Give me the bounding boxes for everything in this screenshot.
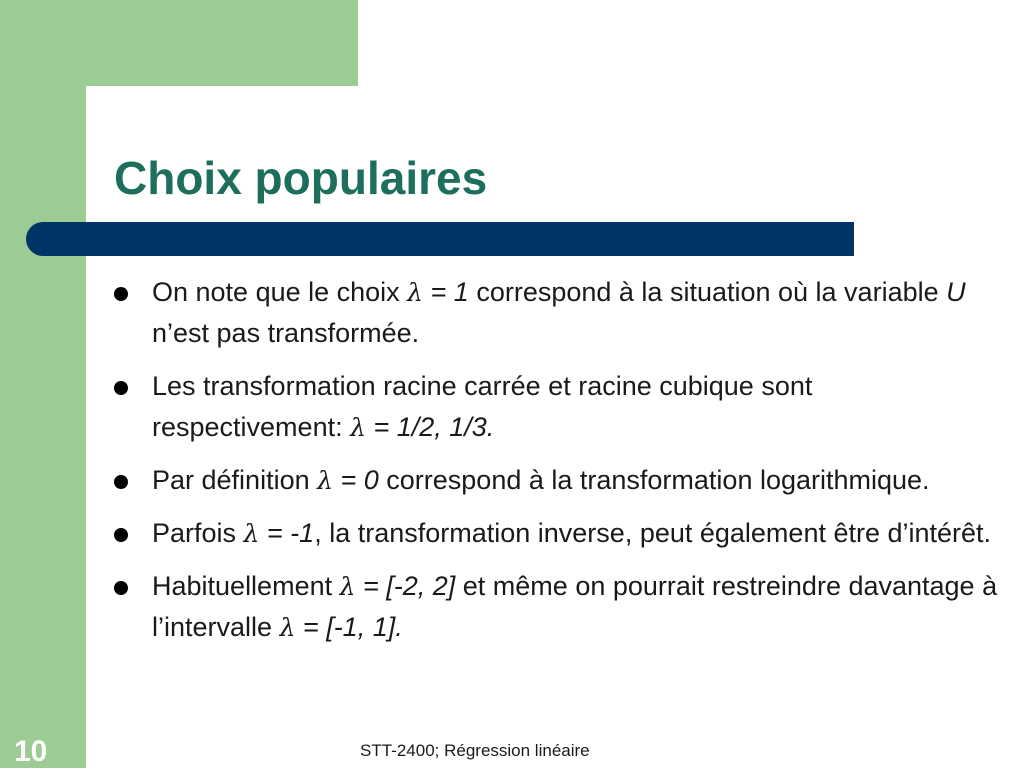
bullet-item: [112, 272, 1002, 354]
lambda-symbol: λ: [279, 613, 296, 642]
text-run: , la transformation inverse, peut également être d’intérêt.: [314, 518, 992, 548]
bullet-text: [152, 277, 966, 348]
page-number: 10: [14, 735, 48, 768]
left-green-band: [0, 0, 86, 768]
math-run: = 0: [332, 465, 379, 495]
bullet-text: [152, 371, 812, 442]
bullet-dot-icon: [114, 528, 128, 542]
math-run: = -1: [259, 518, 315, 548]
lambda-symbol: λ: [339, 572, 356, 601]
lambda-symbol: λ: [350, 413, 366, 442]
bullet-list: [112, 272, 1002, 660]
bullet-item: [112, 513, 1002, 554]
text-run: On note que le choix: [152, 277, 408, 307]
footer-course-text: STT-2400; Régression linéaire: [360, 741, 590, 760]
text-run: n’est pas transformée.: [152, 318, 420, 348]
lambda-symbol: λ: [407, 278, 424, 307]
math-run: = 1: [423, 277, 469, 307]
text-run: correspond à la transformation logarithmique.: [378, 465, 930, 495]
bullet-dot-icon: [114, 287, 128, 301]
bullet-item: [112, 366, 1002, 448]
math-run: = 1/2, 1/3.: [365, 412, 495, 442]
text-run: Par définition: [152, 465, 318, 495]
bullet-dot-icon: [114, 475, 128, 489]
math-run: = [-2, 2]: [355, 571, 456, 601]
math-run: U: [946, 277, 966, 307]
lambda-symbol: λ: [243, 519, 260, 548]
bullet-item: [112, 460, 1002, 501]
text-run: et même on pourrait restreindre davantage à l’intervalle: [152, 571, 998, 642]
math-run: = [-1, 1].: [295, 612, 403, 642]
bullet-dot-icon: [114, 581, 128, 595]
slide-footer: [0, 735, 1024, 768]
top-green-band: [0, 0, 358, 86]
bullet-text: [152, 571, 997, 642]
bullet-text: [152, 518, 991, 548]
bullet-dot-icon: [114, 381, 128, 395]
slide-title: Choix populaires: [114, 152, 488, 204]
text-run: correspond à la situation où la variable: [468, 277, 947, 307]
bullet-text: [152, 465, 930, 495]
text-run: Parfois: [152, 518, 244, 548]
bullet-item: [112, 566, 1002, 648]
text-run: Habituellement: [152, 571, 340, 601]
title-underline-bar: [26, 222, 854, 256]
text-run: Les transformation racine carrée et racine cubique sont respectivement:: [152, 371, 813, 442]
lambda-symbol: λ: [317, 466, 333, 495]
